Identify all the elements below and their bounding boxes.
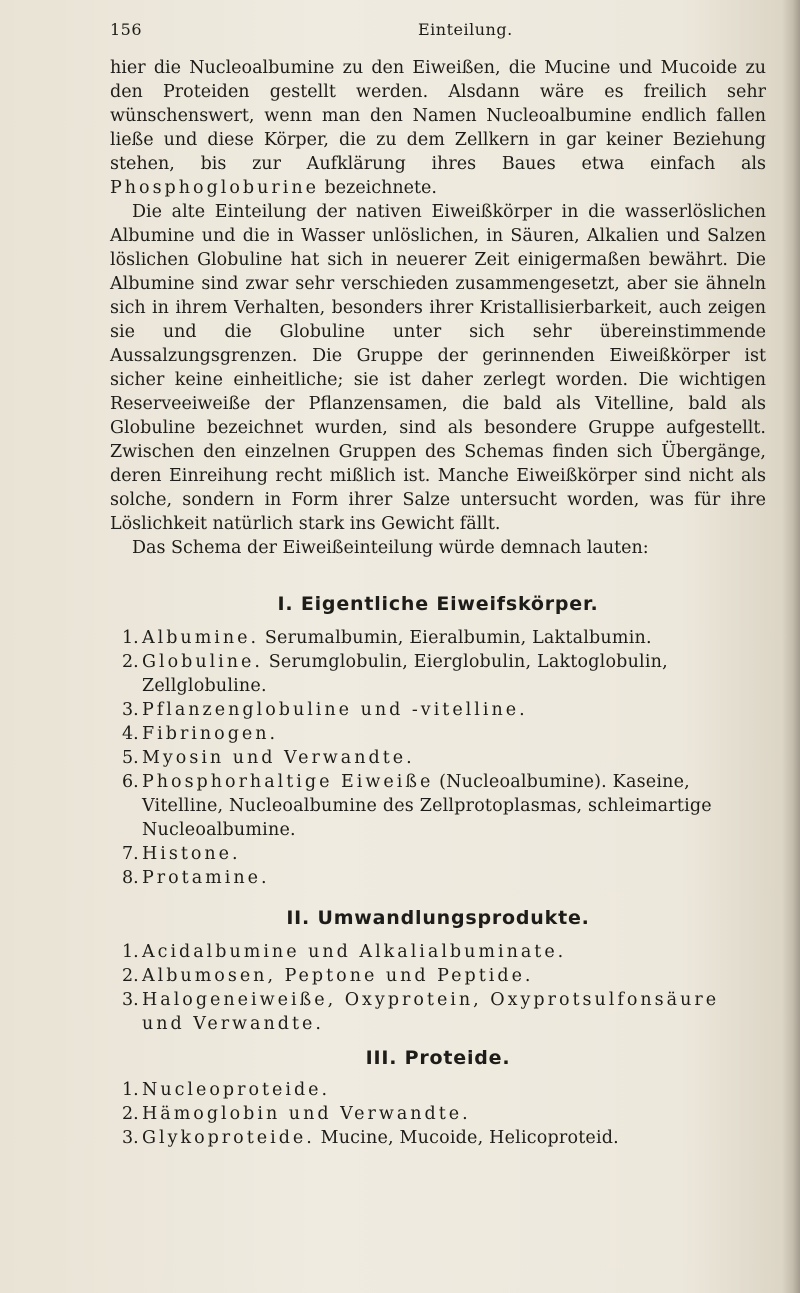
list-item	[110, 1102, 766, 1126]
list-item	[110, 964, 766, 988]
list-item	[110, 698, 766, 722]
paragraph-2	[110, 200, 766, 536]
list-item	[110, 722, 766, 746]
item-description: Serumglobulin, Eierglobulin, Laktoglobulin, Zellglobuline.	[142, 652, 668, 696]
item-term: Myosin und Verwandte.	[142, 748, 415, 768]
paragraph-3	[110, 536, 766, 560]
list-item	[110, 1078, 766, 1102]
item-number: 3.	[122, 990, 139, 1010]
item-term: Albumosen, Peptone und Peptide.	[142, 966, 534, 986]
page-header	[110, 16, 766, 56]
item-term: Phosphorhaltige Eiweiße	[142, 772, 434, 792]
item-number: 8.	[122, 868, 139, 888]
list-item	[110, 988, 766, 1036]
paragraph-1	[110, 56, 766, 200]
list-item	[110, 1126, 766, 1150]
paragraph-2-text: Die alte Einteilung der nativen Eiweißkörper in die wasserlöslichen Albumine und die in Wasser unlöslichen, in Säuren, Alkalien und Salzen löslichen Globuline hat sich in neuerer Zeit einigermaßen bewährt. Die Albumine sind zwar sehr verschieden zusammengesetzt, aber sie ähneln sich in ihrem Verhalten, besonders ihrer Kristallisierbarkeit, auch zeigen sie und die Globuline unter sich sehr übereinstimmende Aussalzungsgrenzen. Die Gruppe der gerinnenden Eiweißkörper ist sicher keine einheitliche; sie ist daher zerlegt worden. Die wichtigen Reserveeiweiße der Pflanzensamen, die bald als Vitelline, bald als Globuline bezeichnet wurden, sind als besondere Gruppe aufgestellt. Zwischen den einzelnen Gruppen des Schemas finden sich Übergänge, deren Einreihung recht mißlich ist. Manche Eiweißkörper sind nicht als solche, sondern in Form ihrer Salze untersucht worden, was für ihre Löslichkeit natürlich stark ins Gewicht fällt.	[110, 202, 766, 534]
running-head: Einteilung.	[418, 20, 513, 39]
list-item	[110, 842, 766, 866]
item-term: Albumine.	[142, 628, 260, 648]
list-item	[110, 626, 766, 650]
item-number: 5.	[122, 748, 139, 768]
list-item	[110, 650, 766, 698]
item-term: Nucleoproteide.	[142, 1080, 331, 1100]
item-description: (Nucleoalbumine). Kaseine, Vitelline, Nucleoalbumine des Zellprotoplasmas, schleimartige Nucleoalbumine.	[142, 772, 712, 840]
paragraph-3-text: Das Schema der Eiweißeinteilung würde demnach lauten:	[132, 538, 649, 558]
item-number: 2.	[122, 652, 139, 672]
list-item	[110, 866, 766, 890]
item-term: Fibrinogen.	[142, 724, 279, 744]
item-term: Globuline.	[142, 652, 263, 672]
item-number: 4.	[122, 724, 139, 744]
page-number: 156	[110, 20, 143, 39]
item-description: Mucine, Mucoide, Helicoproteid.	[314, 1128, 619, 1148]
item-number: 6.	[122, 772, 139, 792]
item-term: Pflanzenglobuline und -vitelline.	[142, 700, 528, 720]
list-item	[110, 770, 766, 842]
item-number: 7.	[122, 844, 139, 864]
section-2-list	[110, 940, 766, 1036]
item-number: 1.	[122, 942, 139, 962]
item-number: 1.	[122, 1080, 139, 1100]
page-content	[110, 56, 766, 1150]
section-heading-3: III. Proteide.	[365, 1047, 511, 1069]
paragraph-1-emphasis: Phosphogloburine	[110, 178, 319, 198]
list-item	[110, 940, 766, 964]
item-term: Halogeneiweiße, Oxyprotein, Oxyprotsulfonsäure und Verwandte.	[142, 990, 720, 1034]
list-item	[110, 746, 766, 770]
item-number: 2.	[122, 1104, 139, 1124]
item-number: 3.	[122, 700, 139, 720]
item-number: 1.	[122, 628, 139, 648]
item-term: Protamine.	[142, 868, 270, 888]
item-number: 3.	[122, 1128, 139, 1148]
section-heading-2: II. Umwandlungsprodukte.	[286, 907, 590, 929]
page-edge-shadow	[782, 0, 800, 1293]
paragraph-1-tail: bezeichnete.	[318, 178, 437, 198]
paragraph-1-text: hier die Nucleoalbumine zu den Eiweißen, die Mucine und Mucoide zu den Proteiden gestellt werden. Alsdann wäre es freilich sehr wünschenswert, wenn man den Namen Nucleoalbumine endlich fallen ließe und diese Körper, die zu dem Zellkern in gar keiner Beziehung stehen, bis zur Aufklärung ihres Baues etwa einfach als	[110, 58, 766, 174]
item-description: Serumalbumin, Eieralbumin, Laktalbumin.	[259, 628, 652, 648]
item-term: Hämoglobin und Verwandte.	[142, 1104, 471, 1124]
item-term: Glykoproteide.	[142, 1128, 315, 1148]
section-heading-1: I. Eigentliche Eiweifskörper.	[277, 593, 599, 615]
item-term: Histone.	[142, 844, 241, 864]
section-3-list	[110, 1078, 766, 1150]
section-1-list	[110, 626, 766, 890]
item-term: Acidalbumine und Alkalialbuminate.	[142, 942, 567, 962]
item-number: 2.	[122, 966, 139, 986]
